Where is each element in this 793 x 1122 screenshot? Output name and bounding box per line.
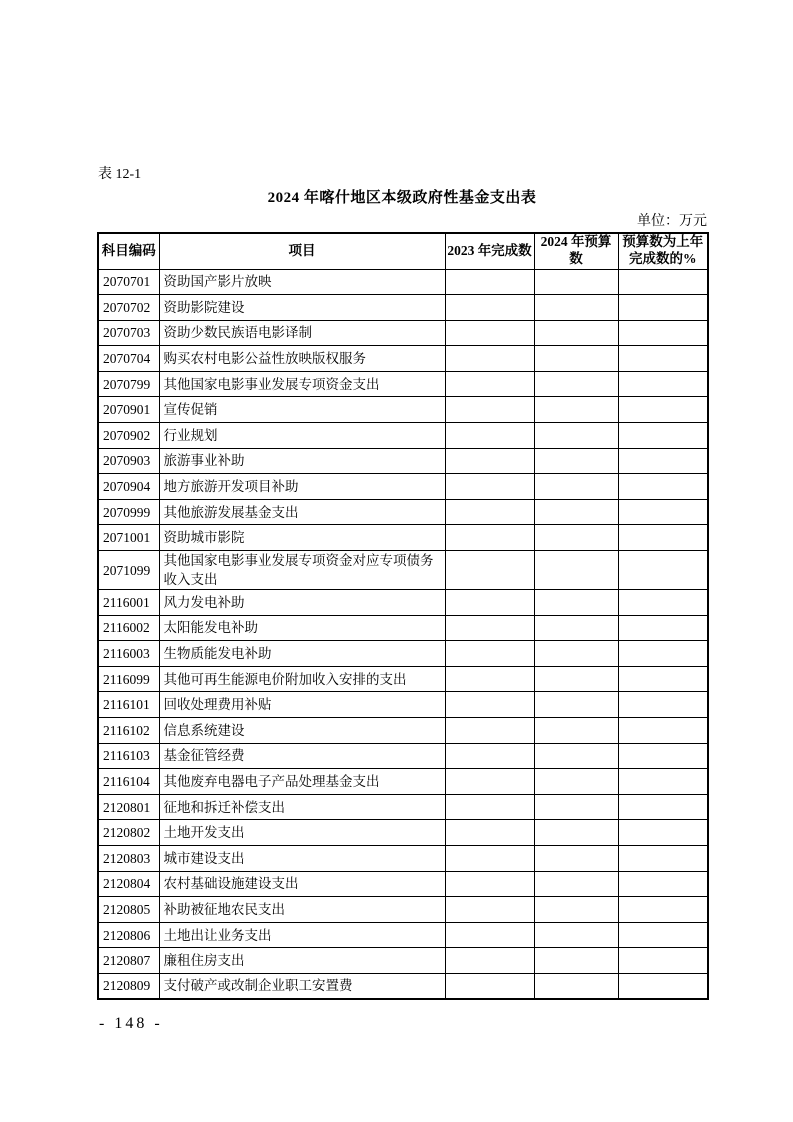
value-2024-cell [534,499,618,525]
subject-code-cell: 2070901 [98,397,159,423]
value-percent-cell [618,666,708,692]
value-percent-cell [618,371,708,397]
value-2024-cell [534,423,618,449]
value-percent-cell [618,820,708,846]
value-2023-cell [445,845,534,871]
value-2023-cell [445,397,534,423]
subject-code-cell: 2116101 [98,692,159,718]
subject-code-cell: 2070702 [98,295,159,321]
header-budget-percent-of-prior-year: 预算数为上年完成数的% [618,233,708,269]
item-name-cell: 地方旅游开发项目补助 [159,474,445,500]
item-name-cell: 资助少数民族语电影译制 [159,320,445,346]
value-percent-cell [618,320,708,346]
table-row [98,269,708,295]
value-2023-cell [445,371,534,397]
value-2024-cell [534,269,618,295]
value-2023-cell [445,922,534,948]
subject-code-cell: 2120804 [98,871,159,897]
subject-code-cell: 2070999 [98,499,159,525]
value-2023-cell [445,897,534,923]
table-row [98,551,708,590]
subject-code-cell: 2070902 [98,423,159,449]
value-percent-cell [618,590,708,616]
header-2023-actual: 2023 年完成数 [445,233,534,269]
value-2023-cell [445,973,534,999]
table-row [98,499,708,525]
item-name-cell: 城市建设支出 [159,845,445,871]
item-name-cell: 太阳能发电补助 [159,615,445,641]
value-percent-cell [618,474,708,500]
subject-code-cell: 2120802 [98,820,159,846]
value-2023-cell [445,769,534,795]
value-2023-cell [445,448,534,474]
table-header [98,233,708,269]
table-row [98,346,708,372]
value-percent-cell [618,973,708,999]
subject-code-cell: 2116099 [98,666,159,692]
value-percent-cell [618,794,708,820]
value-percent-cell [618,295,708,321]
value-2023-cell [445,871,534,897]
subject-code-cell: 2070701 [98,269,159,295]
value-percent-cell [618,551,708,590]
item-name-cell: 其他旅游发展基金支出 [159,499,445,525]
value-2024-cell [534,448,618,474]
value-2023-cell [445,499,534,525]
value-2023-cell [445,666,534,692]
value-2023-cell [445,794,534,820]
item-name-cell: 宣传促销 [159,397,445,423]
value-2024-cell [534,820,618,846]
value-2024-cell [534,346,618,372]
subject-code-cell: 2070704 [98,346,159,372]
table-row [98,590,708,616]
value-2024-cell [534,948,618,974]
value-2024-cell [534,295,618,321]
value-percent-cell [618,743,708,769]
table-row [98,769,708,795]
table-row [98,845,708,871]
item-name-cell: 征地和拆迁补偿支出 [159,794,445,820]
value-2024-cell [534,525,618,551]
subject-code-cell: 2070903 [98,448,159,474]
subject-code-cell: 2120803 [98,845,159,871]
value-2024-cell [534,897,618,923]
subject-code-cell: 2120807 [98,948,159,974]
value-2024-cell [534,320,618,346]
value-percent-cell [618,718,708,744]
value-2023-cell [445,590,534,616]
value-2023-cell [445,820,534,846]
table-row [98,397,708,423]
page-title: 2024 年喀什地区本级政府性基金支出表 [267,190,537,206]
value-2024-cell [534,871,618,897]
table-row [98,615,708,641]
table-row [98,641,708,667]
item-name-cell: 补助被征地农民支出 [159,897,445,923]
table-row [98,448,708,474]
value-2024-cell [534,666,618,692]
table-row [98,794,708,820]
value-2024-cell [534,718,618,744]
value-percent-cell [618,769,708,795]
table-row [98,871,708,897]
value-percent-cell [618,397,708,423]
table-row [98,743,708,769]
value-percent-cell [618,615,708,641]
value-2023-cell [445,551,534,590]
value-2023-cell [445,525,534,551]
subject-code-cell: 2120805 [98,897,159,923]
item-name-cell: 廉租住房支出 [159,948,445,974]
subject-code-cell: 2120809 [98,973,159,999]
item-name-cell: 行业规划 [159,423,445,449]
table-row [98,295,708,321]
value-2024-cell [534,743,618,769]
value-2023-cell [445,743,534,769]
subject-code-cell: 2116001 [98,590,159,616]
value-percent-cell [618,269,708,295]
subject-code-cell: 2070799 [98,371,159,397]
subject-code-cell: 2071001 [98,525,159,551]
budget-expenditure-table [97,232,709,1000]
page-number: - 148 - [99,1015,163,1032]
table-row [98,371,708,397]
subject-code-cell: 2116104 [98,769,159,795]
value-2024-cell [534,769,618,795]
value-2023-cell [445,295,534,321]
value-2024-cell [534,590,618,616]
item-name-cell: 信息系统建设 [159,718,445,744]
table-row [98,692,708,718]
table-row [98,320,708,346]
table-row [98,948,708,974]
value-percent-cell [618,499,708,525]
table-row [98,922,708,948]
value-2024-cell [534,474,618,500]
value-percent-cell [618,948,708,974]
subject-code-cell: 2116102 [98,718,159,744]
subject-code-cell: 2070904 [98,474,159,500]
item-name-cell: 基金征管经费 [159,743,445,769]
value-percent-cell [618,871,708,897]
value-2024-cell [534,615,618,641]
value-2024-cell [534,397,618,423]
table-row [98,423,708,449]
value-percent-cell [618,423,708,449]
subject-code-cell: 2116003 [98,641,159,667]
value-percent-cell [618,641,708,667]
table-header-row [98,233,708,269]
value-2024-cell [534,692,618,718]
value-2024-cell [534,845,618,871]
subject-code-cell: 2120806 [98,922,159,948]
header-subject-code: 科目编码 [98,233,159,269]
value-percent-cell [618,922,708,948]
table-row [98,820,708,846]
value-percent-cell [618,692,708,718]
value-2023-cell [445,718,534,744]
value-2023-cell [445,320,534,346]
value-2024-cell [534,922,618,948]
subject-code-cell: 2071099 [98,551,159,590]
item-name-cell: 土地出让业务支出 [159,922,445,948]
item-name-cell: 其他可再生能源电价附加收入安排的支出 [159,666,445,692]
table-row [98,525,708,551]
value-2023-cell [445,474,534,500]
subject-code-cell: 2116002 [98,615,159,641]
value-2024-cell [534,641,618,667]
header-2024-budget: 2024 年预算数 [534,233,618,269]
table-row [98,973,708,999]
item-name-cell: 购买农村电影公益性放映版权服务 [159,346,445,372]
header-item: 项目 [159,233,445,269]
value-2024-cell [534,973,618,999]
value-2024-cell [534,551,618,590]
item-name-cell: 资助城市影院 [159,525,445,551]
table-row [98,666,708,692]
subject-code-cell: 2116103 [98,743,159,769]
item-name-cell: 资助影院建设 [159,295,445,321]
item-name-cell: 回收处理费用补贴 [159,692,445,718]
value-percent-cell [618,346,708,372]
table-row [98,474,708,500]
unit-label: 单位：万元 [637,214,707,229]
table-body [98,269,708,999]
table-label: 表 12-1 [98,167,142,182]
value-percent-cell [618,845,708,871]
item-name-cell: 支付破产或改制企业职工安置费 [159,973,445,999]
value-2023-cell [445,692,534,718]
value-2023-cell [445,948,534,974]
value-2023-cell [445,615,534,641]
value-2023-cell [445,423,534,449]
item-name-cell: 其他废弃电器电子产品处理基金支出 [159,769,445,795]
item-name-cell: 土地开发支出 [159,820,445,846]
item-name-cell: 旅游事业补助 [159,448,445,474]
value-percent-cell [618,525,708,551]
subject-code-cell: 2070703 [98,320,159,346]
value-2023-cell [445,346,534,372]
subject-code-cell: 2120801 [98,794,159,820]
value-percent-cell [618,448,708,474]
value-2024-cell [534,371,618,397]
item-name-cell: 生物质能发电补助 [159,641,445,667]
value-2024-cell [534,794,618,820]
value-percent-cell [618,897,708,923]
item-name-cell: 其他国家电影事业发展专项资金对应专项债务收入支出 [159,551,445,590]
item-name-cell: 资助国产影片放映 [159,269,445,295]
item-name-cell: 其他国家电影事业发展专项资金支出 [159,371,445,397]
value-2023-cell [445,269,534,295]
value-2023-cell [445,641,534,667]
item-name-cell: 风力发电补助 [159,590,445,616]
item-name-cell: 农村基础设施建设支出 [159,871,445,897]
table-row [98,897,708,923]
table-row [98,718,708,744]
